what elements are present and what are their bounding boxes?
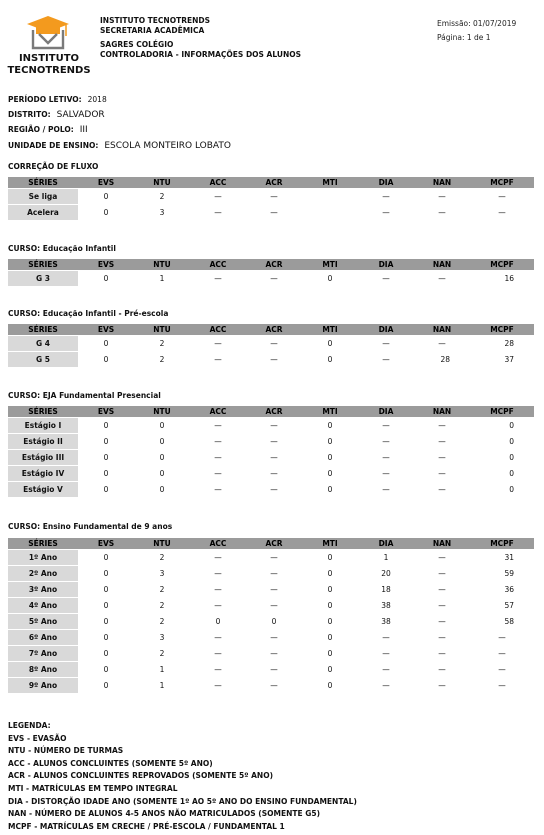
column-header: DIA — [358, 406, 414, 417]
column-header: NTU — [134, 538, 190, 549]
table-cell: 0 — [327, 553, 333, 562]
column-header: MTI — [302, 406, 358, 417]
row-label: Estágio I — [8, 418, 78, 433]
row-label: 7º Ano — [8, 646, 78, 661]
table-cell: 0 — [215, 617, 221, 626]
table-cell: — — [270, 665, 278, 674]
row-label: 6º Ano — [8, 630, 78, 645]
table-cell: 0 — [103, 585, 109, 594]
table-cell: — — [270, 437, 278, 446]
column-header: EVS — [78, 324, 134, 335]
column-header: ACR — [246, 406, 302, 417]
table-cell: 0 — [159, 437, 165, 446]
table-cell: 16 — [504, 274, 514, 283]
table-cell: — — [214, 469, 222, 478]
column-header: EVS — [78, 538, 134, 549]
section-title: CURSO: EJA Fundamental Presencial — [8, 391, 161, 400]
table-cell: 0 — [103, 569, 109, 578]
column-header: MTI — [302, 324, 358, 335]
data-table — [8, 537, 534, 694]
table-row — [8, 450, 534, 465]
table-cell: 0 — [103, 192, 109, 201]
column-header: NAN — [414, 538, 470, 549]
table-row — [8, 189, 534, 204]
table-header-row — [8, 538, 534, 549]
table-cell: 0 — [327, 633, 333, 642]
column-header: DIA — [358, 259, 414, 270]
column-header: SÉRIES — [8, 538, 78, 549]
table-cell: — — [270, 601, 278, 610]
table-cell: 57 — [504, 601, 514, 610]
row-label: Estágio II — [8, 434, 78, 449]
table-cell: — — [214, 453, 222, 462]
table-cell: 0 — [327, 601, 333, 610]
table-cell: 0 — [327, 681, 333, 690]
table-cell: — — [270, 274, 278, 283]
table-cell: 1 — [159, 665, 165, 674]
row-label: Acelera — [8, 205, 78, 220]
column-header: MCPF — [470, 177, 534, 188]
table-row — [8, 418, 534, 433]
table-row — [8, 352, 534, 367]
table-cell: 0 — [103, 617, 109, 626]
table-cell: — — [270, 585, 278, 594]
report-header — [100, 16, 301, 60]
table-row — [8, 614, 534, 629]
table-cell: — — [382, 355, 390, 364]
table-cell: 2 — [159, 585, 165, 594]
table-cell: — — [382, 665, 390, 674]
table-cell: — — [214, 649, 222, 658]
table-cell: 0 — [103, 601, 109, 610]
row-label: G 5 — [8, 352, 78, 367]
table-cell: — — [270, 192, 278, 201]
table-cell: 0 — [509, 421, 514, 430]
table-cell: 2 — [159, 617, 165, 626]
row-label: Estágio III — [8, 450, 78, 465]
legend-item: NTU - NÚMERO DE TURMAS — [8, 746, 124, 756]
table-row — [8, 550, 534, 565]
column-header: DIA — [358, 324, 414, 335]
table-cell: 2 — [159, 339, 165, 348]
unidade-field: UNIDADE DE ENSINO: ESCOLA MONTEIRO LOBATO — [8, 141, 231, 151]
table-cell: — — [270, 633, 278, 642]
table-cell: — — [438, 553, 446, 562]
table-cell: — — [214, 601, 222, 610]
legend-item: ACR - ALUNOS CONCLUINTES REPROVADOS (SOMENTE 5º ANO) — [8, 771, 273, 781]
row-label: G 3 — [8, 271, 78, 286]
column-header: ACC — [190, 259, 246, 270]
row-label: 8º Ano — [8, 662, 78, 677]
table-cell: — — [214, 681, 222, 690]
table-cell: 0 — [103, 633, 109, 642]
table-cell: 0 — [327, 485, 333, 494]
table-cell: — — [382, 274, 390, 283]
table-cell: 18 — [381, 585, 391, 594]
dept-name: SECRETARIA ACADÊMICA — [100, 26, 205, 35]
table-cell: 0 — [103, 208, 109, 217]
column-header: NAN — [414, 406, 470, 417]
table-cell: 0 — [327, 421, 333, 430]
column-header: NAN — [414, 259, 470, 270]
table-cell: 28 — [504, 339, 514, 348]
table-cell: 2 — [159, 553, 165, 562]
table-cell: 59 — [504, 569, 514, 578]
row-label: 5º Ano — [8, 614, 78, 629]
table-row — [8, 466, 534, 481]
table-cell: — — [270, 553, 278, 562]
column-header: NTU — [134, 406, 190, 417]
column-header: MTI — [302, 538, 358, 549]
table-header-row — [8, 406, 534, 417]
table-cell: 0 — [103, 339, 109, 348]
row-label: Estágio V — [8, 482, 78, 497]
table-cell: — — [438, 453, 446, 462]
table-cell: — — [214, 192, 222, 201]
table-cell: — — [214, 208, 222, 217]
logo-wordmark: INSTITUTO TECNOTRENDS — [7, 53, 91, 76]
table-cell: 20 — [381, 569, 391, 578]
table-cell: — — [438, 681, 446, 690]
table-row — [8, 434, 534, 449]
column-header: MTI — [302, 177, 358, 188]
table-cell: — — [382, 192, 390, 201]
table-cell: — — [498, 665, 506, 674]
table-cell: — — [270, 208, 278, 217]
table-cell: — — [498, 681, 506, 690]
table-cell: 0 — [103, 469, 109, 478]
table-cell: — — [438, 569, 446, 578]
column-header: ACC — [190, 538, 246, 549]
column-header: NTU — [134, 324, 190, 335]
table-cell: — — [382, 339, 390, 348]
legend-item: MTI - MATRÍCULAS EM TEMPO INTEGRAL — [8, 783, 178, 793]
table-cell: — — [438, 208, 446, 217]
table-cell: — — [382, 485, 390, 494]
table-cell: — — [214, 274, 222, 283]
row-label: Estágio IV — [8, 466, 78, 481]
table-cell: 37 — [504, 355, 514, 364]
table-cell: — — [382, 469, 390, 478]
row-label: 3º Ano — [8, 582, 78, 597]
row-label: Se liga — [8, 189, 78, 204]
legend-item: EVS - EVASÃO — [8, 733, 67, 743]
column-header: ACC — [190, 324, 246, 335]
table-row — [8, 598, 534, 613]
table-cell: 0 — [327, 355, 333, 364]
data-table — [8, 176, 534, 221]
legend — [8, 720, 357, 833]
column-header: ACR — [246, 177, 302, 188]
column-header: DIA — [358, 538, 414, 549]
column-header: EVS — [78, 406, 134, 417]
column-header: EVS — [78, 177, 134, 188]
table-cell: 0 — [509, 453, 514, 462]
table-cell: 0 — [271, 617, 277, 626]
table-cell: — — [214, 633, 222, 642]
table-row — [8, 482, 534, 497]
row-label: 9º Ano — [8, 678, 78, 693]
table-cell: — — [382, 633, 390, 642]
table-header-row — [8, 324, 534, 335]
distrito-field: DISTRITO: SALVADOR — [8, 110, 105, 120]
table-cell: 36 — [504, 585, 514, 594]
regiao-field: REGIÃO / POLO: III — [8, 125, 88, 135]
table-cell: — — [438, 485, 446, 494]
table-cell: — — [498, 649, 506, 658]
row-label: G 4 — [8, 336, 78, 351]
table-cell: 0 — [327, 665, 333, 674]
table-cell: — — [270, 453, 278, 462]
column-header: ACC — [190, 177, 246, 188]
legend-item: DIA - DISTORÇÃO IDADE ANO (SOMENTE 1º AO 5º ANO DO ENSINO FUNDAMENTAL) — [8, 796, 357, 806]
table-cell: — — [382, 681, 390, 690]
table-cell: 31 — [504, 553, 514, 562]
org-name: INSTITUTO TECNOTRENDS — [100, 16, 210, 25]
table-cell: 0 — [103, 649, 109, 658]
report-title: CONTROLADORIA - INFORMAÇÕES DOS ALUNOS — [100, 50, 302, 59]
table-cell: 0 — [103, 665, 109, 674]
table-cell: — — [438, 665, 446, 674]
table-cell: 0 — [327, 569, 333, 578]
table-cell: — — [270, 649, 278, 658]
table-cell: 0 — [103, 485, 109, 494]
table-cell: — — [270, 339, 278, 348]
column-header: SÉRIES — [8, 177, 78, 188]
table-cell: — — [498, 208, 506, 217]
section-title: CURSO: Educação Infantil — [8, 244, 116, 253]
table-cell: — — [214, 485, 222, 494]
table-cell: 0 — [159, 485, 165, 494]
table-cell: 58 — [504, 617, 514, 626]
table-cell: — — [438, 339, 446, 348]
column-header: SÉRIES — [8, 259, 78, 270]
table-cell: — — [382, 453, 390, 462]
table-cell: 3 — [159, 569, 165, 578]
table-header-row — [8, 177, 534, 188]
row-label: 2º Ano — [8, 566, 78, 581]
table-cell: 0 — [509, 437, 514, 446]
table-row — [8, 630, 534, 645]
table-row — [8, 271, 534, 286]
table-row — [8, 646, 534, 661]
page-number: Página: 1 de 1 — [437, 33, 491, 42]
table-row — [8, 205, 534, 220]
table-cell: 2 — [159, 192, 165, 201]
table-cell: 0 — [327, 339, 333, 348]
table-cell: 2 — [159, 601, 165, 610]
table-cell: 0 — [103, 437, 109, 446]
section-title: CORREÇÃO DE FLUXO — [8, 162, 99, 171]
table-cell: — — [270, 355, 278, 364]
legend-title: LEGENDA: — [8, 721, 51, 730]
table-cell: — — [438, 274, 446, 283]
table-cell: 0 — [327, 453, 333, 462]
table-cell: 3 — [159, 208, 165, 217]
table-row — [8, 566, 534, 581]
column-header: ACR — [246, 259, 302, 270]
table-cell: 1 — [383, 553, 389, 562]
section-title: CURSO: Ensino Fundamental de 9 anos — [8, 522, 173, 531]
table-cell: 28 — [440, 355, 450, 364]
table-cell: 0 — [103, 355, 109, 364]
legend-item: ACC - ALUNOS CONCLUINTES (SOMENTE 5º ANO) — [8, 758, 213, 768]
column-header: ACR — [246, 324, 302, 335]
column-header: NTU — [134, 259, 190, 270]
table-cell: — — [214, 437, 222, 446]
column-header: EVS — [78, 259, 134, 270]
column-header: NAN — [414, 324, 470, 335]
table-cell: — — [214, 665, 222, 674]
table-cell: 0 — [103, 681, 109, 690]
column-header: ACC — [190, 406, 246, 417]
table-cell — [302, 189, 358, 204]
table-cell: — — [214, 421, 222, 430]
table-cell: 2 — [159, 649, 165, 658]
table-cell: 0 — [103, 553, 109, 562]
table-cell: 38 — [381, 601, 391, 610]
table-cell: 2 — [159, 355, 165, 364]
table-cell: — — [382, 649, 390, 658]
table-row — [8, 336, 534, 351]
table-cell: — — [438, 649, 446, 658]
data-table — [8, 405, 534, 498]
table-cell: 0 — [103, 453, 109, 462]
column-header: ACR — [246, 538, 302, 549]
table-cell: 0 — [159, 469, 165, 478]
legend-item: MCPF - MATRÍCULAS EM CRECHE / PRÉ-ESCOLA / FUNDAMENTAL 1 — [8, 821, 285, 831]
table-cell: — — [438, 192, 446, 201]
column-header: NTU — [134, 177, 190, 188]
table-cell: 0 — [327, 617, 333, 626]
table-cell — [302, 205, 358, 220]
column-header: SÉRIES — [8, 406, 78, 417]
legend-item: NAN - NÚMERO DE ALUNOS 4-5 ANOS NÃO MATRICULADOS (SOMENTE G5) — [8, 809, 321, 819]
table-cell: 0 — [327, 469, 333, 478]
column-header: MTI — [302, 259, 358, 270]
row-label: 4º Ano — [8, 598, 78, 613]
table-cell: 0 — [327, 274, 333, 283]
table-cell: — — [214, 553, 222, 562]
table-row — [8, 662, 534, 677]
table-cell: — — [270, 421, 278, 430]
section-title: CURSO: Educação Infantil - Pré-escola — [8, 309, 169, 318]
table-row — [8, 582, 534, 597]
table-cell: 1 — [159, 681, 165, 690]
table-header-row — [8, 259, 534, 270]
table-cell: — — [438, 421, 446, 430]
column-header: SÉRIES — [8, 324, 78, 335]
table-cell: — — [498, 192, 506, 201]
table-cell: — — [270, 569, 278, 578]
table-cell: — — [438, 601, 446, 610]
table-cell: 0 — [103, 274, 109, 283]
table-cell: 0 — [159, 421, 165, 430]
column-header: MCPF — [470, 259, 534, 270]
table-cell: 0 — [327, 585, 333, 594]
table-cell: — — [214, 585, 222, 594]
table-cell: — — [438, 437, 446, 446]
table-cell: 0 — [103, 421, 109, 430]
table-cell: — — [214, 355, 222, 364]
table-cell: — — [382, 437, 390, 446]
graduation-cap-logo-icon — [26, 14, 70, 52]
table-cell: — — [270, 485, 278, 494]
table-cell: 3 — [159, 633, 165, 642]
column-header: MCPF — [470, 406, 534, 417]
table-cell: 0 — [327, 649, 333, 658]
column-header: MCPF — [470, 538, 534, 549]
report-meta — [437, 17, 516, 45]
table-cell: — — [498, 633, 506, 642]
school-name: SAGRES COLÉGIO — [100, 40, 174, 49]
table-cell: 38 — [381, 617, 391, 626]
table-cell: 0 — [327, 437, 333, 446]
table-cell: — — [438, 633, 446, 642]
table-cell: — — [214, 339, 222, 348]
table-row — [8, 678, 534, 693]
table-cell: — — [438, 617, 446, 626]
emission-date: Emissão: 01/07/2019 — [437, 19, 517, 28]
table-cell: — — [438, 469, 446, 478]
table-cell: — — [270, 681, 278, 690]
table-cell: 0 — [509, 469, 514, 478]
table-cell: — — [270, 469, 278, 478]
column-header: MCPF — [470, 324, 534, 335]
data-table — [8, 323, 534, 368]
data-table — [8, 258, 534, 287]
table-cell: — — [438, 585, 446, 594]
table-cell: 0 — [509, 485, 514, 494]
table-cell: — — [214, 569, 222, 578]
table-cell: 1 — [159, 274, 165, 283]
table-cell: 0 — [159, 453, 165, 462]
table-cell: — — [382, 208, 390, 217]
row-label: 1º Ano — [8, 550, 78, 565]
table-cell: — — [382, 421, 390, 430]
periodo-field: PERÍODO LETIVO: 2018 — [8, 95, 107, 104]
column-header: DIA — [358, 177, 414, 188]
column-header: NAN — [414, 177, 470, 188]
